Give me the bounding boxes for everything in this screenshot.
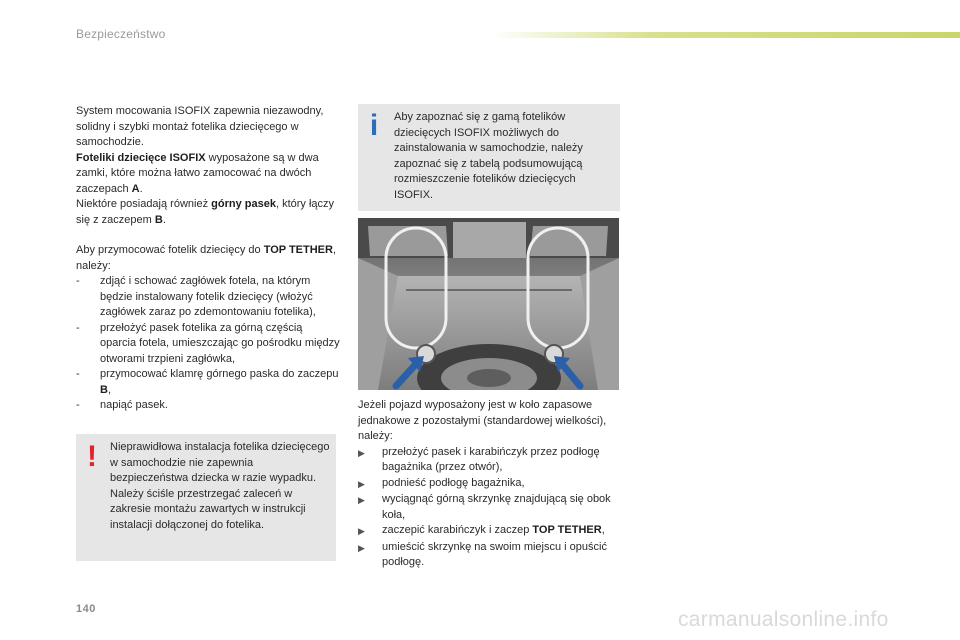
watermark: carmanualsonline.info — [678, 608, 889, 631]
header-accent-bar — [490, 32, 960, 38]
top-tether-intro: Aby przymocować fotelik dziecięcy do TOP TETHER, należy: — [76, 244, 337, 272]
intro-line-2: Foteliki dziecięce ISOFIX wyposażone są w dwa zamki, które można łatwo zamocować na dwóch zaczepach A. — [76, 151, 319, 195]
step-item: - przełożyć pasek fotelika za górną częścią oparcia fotela, umieszczając go pośrodku między otworami trzpieni zagłówka, — [76, 321, 340, 365]
warning-box — [76, 434, 336, 561]
trunk-illustration — [358, 218, 619, 390]
info-icon: i — [369, 109, 379, 142]
step-item: ▶ wyciągnąć górną skrzynkę znajdującą się obok koła, — [358, 493, 611, 521]
warning-icon: ! — [87, 440, 97, 473]
warning-text: Nieprawidłowa instalacja fotelika dziecięcego w samochodzie nie zapewnia bezpieczeństwa dziecka w razie wypadku. Należy ściśle przestrzegać zaleceń w zakresie montażu zawartych w instrukcji instalacji dołączonej do fotelika. — [110, 441, 330, 531]
top-tether-instructions — [76, 243, 341, 414]
info-text: Aby zapoznać się z gamą fotelików dziecięcych ISOFIX możliwych do zainstalowania w samochodzie, należy zapoznać się z tabelą podsumowującą rozmieszczenie fotelików dziecięcych ISOFIX. — [394, 111, 583, 201]
trunk-anchor-photo — [358, 218, 619, 390]
info-box — [358, 104, 620, 211]
step-item: ▶ zaczepić karabińczyk i zaczep TOP TETHER, — [358, 524, 605, 536]
section-title: Bezpieczeństwo — [76, 27, 166, 41]
step-item: ▶ podnieść podłogę bagażnika, — [358, 476, 525, 489]
step-item: ▶ umieścić skrzynkę na swoim miejscu i opuścić podłogę. — [358, 540, 607, 568]
spare-wheel-intro: Jeżeli pojazd wyposażony jest w koło zapasowe jednakowe z pozostałymi (standardowej wielkości), należy: — [358, 399, 607, 442]
step-item: - napiąć pasek. — [76, 399, 168, 411]
step-item: - zdjąć i schować zagłówek fotela, na którym będzie instalowany fotelik dziecięcy (włożyć zagłówek zaraz po zdemontowaniu fotelika), — [76, 275, 316, 318]
intro-line-3: Niektóre posiadają również górny pasek, który łączy się z zaczepem B. — [76, 198, 335, 226]
intro-paragraph — [76, 104, 341, 228]
page-number: 140 — [76, 603, 96, 615]
step-item: ▶ przełożyć pasek i karabińczyk przez podłogę bagażnika (przez otwór), — [358, 445, 600, 473]
intro-line-1: System mocowania ISOFIX zapewnia niezawodny, solidny i szybki montaż fotelika dziecięcego w samochodzie. — [76, 105, 324, 148]
spare-wheel-instructions — [358, 398, 623, 571]
step-item: - przymocować klamrę górnego paska do zaczepu B, — [76, 368, 339, 396]
